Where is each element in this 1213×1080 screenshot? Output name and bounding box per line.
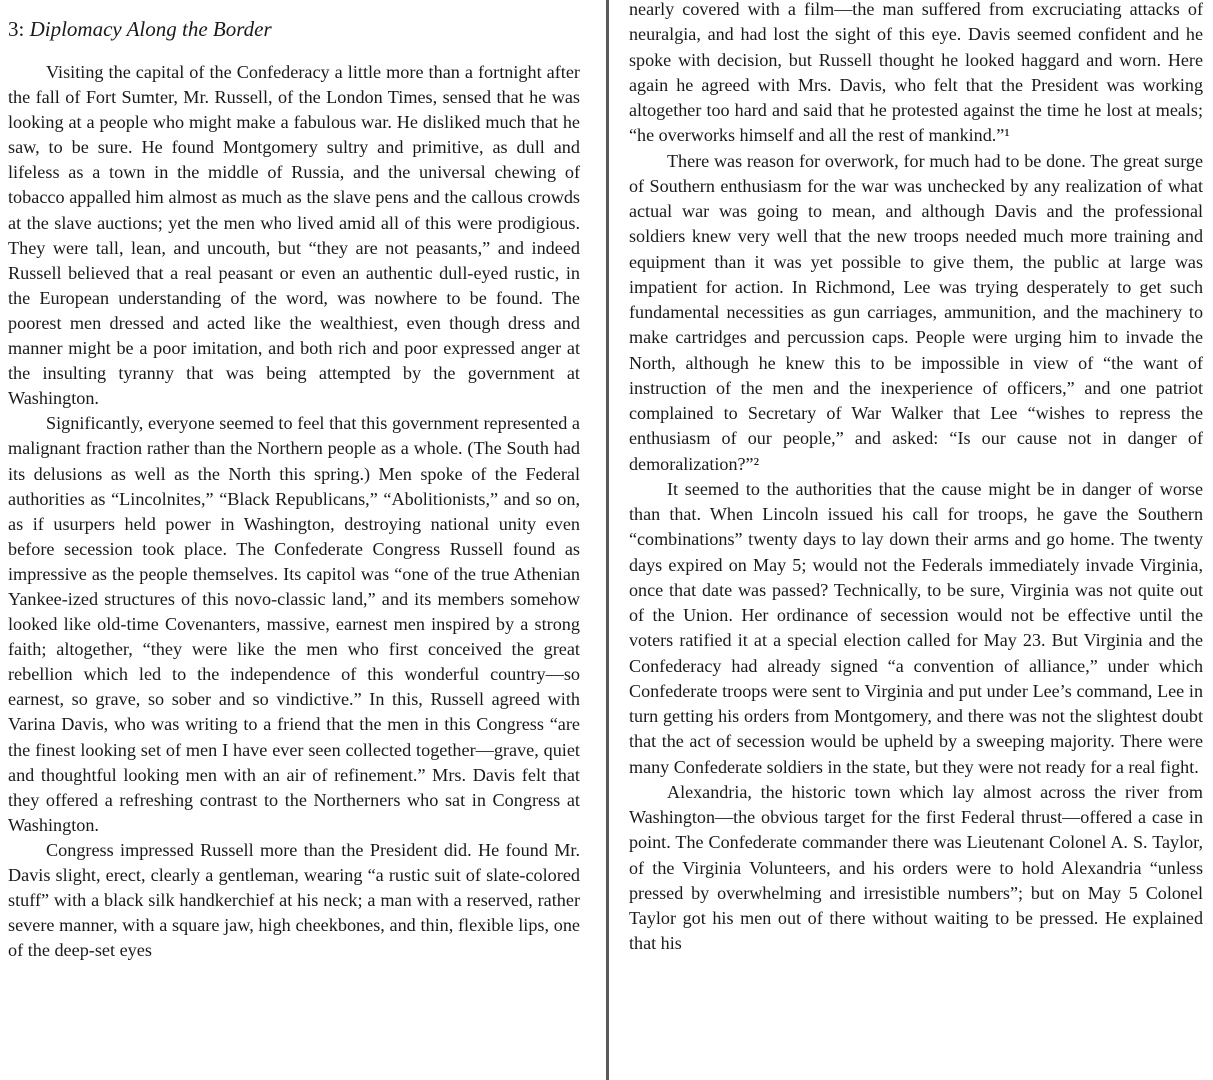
right-paragraph-1: nearly covered with a film—the man suffered from excruciating attacks of neuralgia, and had lost the sight of this eye. Davis seemed confident and he spoke with decision, but Russell thought he looked haggard and worn. Here again he agreed with Mrs. Davis, who felt that the President was working altogether too hard and said that he protested against the time he lost at meals; “he overworks himself and all the rest of mankind.”¹	[629, 0, 1203, 146]
right-paragraph-2: There was reason for overwork, for much had to be done. The great surge of Southern enthusiasm for the war was unchecked by any realization of what actual war was going to mean, and although Davis and the professional soldiers knew very well that the new troops needed much more training and equipment than it was yet possible to give them, the public at large was impatient for action. In Richmond, Lee was trying desperately to get such fundamental necessities as gun carriages, ammunition, and the machinery to make cartridges and percussion caps. People were urging him to invade the North, although he knew this to be impossible in view of “the want of instruction of the men and the inexperience of officers,” and one patriot complained to Secretary of War Walker that Lee “wishes to repress the enthusiasm of our people,” and asked: “Is our cause not in danger of demoralization?”²	[629, 150, 1203, 474]
left-column	[0, 0, 606, 1080]
left-paragraph-1: Visiting the capital of the Confederacy a little more than a fortnight after the fall of Fort Sumter, Mr. Russell, of the London Times, sensed that he was looking at a people who might make a fabulous war. He disliked much that he saw, to be sure. He found Montgomery sultry and primitive, as dull and lifeless as a town in the middle of Russia, and the universal chewing of tobacco appalled him almost as much as the slave pens and the callous crowds at the slave auctions; yet the men who lived amid all of this were prodigious. They were tall, lean, and uncouth, but “they are not peasants,” and indeed Russell believed that a real peasant or even an authentic dull-eyed rustic, in the European understanding of the word, was nowhere to be found. The poorest men dressed and acted like the wealthiest, even though dress and manner might be a poor imitation, and both rich and poor expressed anger at the insulting tyranny that was being attempted by the government at Washington.	[8, 62, 580, 409]
left-paragraph-3: Congress impressed Russell more than the President did. He found Mr. Davis slight, erect, clearly a gentleman, wearing “a rustic suit of slate-colored stuff” with a black silk handkerchief at his neck; a man with a reserved, rather severe manner, with a square jaw, high cheekbones, and thin, flexible lips, one of the deep-set eyes	[8, 839, 580, 961]
right-column	[609, 0, 1213, 1080]
right-paragraph-3: It seemed to the authorities that the cause might be in danger of worse than that. When Lincoln issued his call for troops, he gave the Southern “combinations” twenty days to lay down their arms and go home. The twenty days expired on May 5; would not the Federals immediately invade Virginia, once that date was passed? Technically, to be sure, Virginia was not quite out of the Union. Her ordinance of secession would not be effective until the voters ratified it at a special election called for May 23. But Virginia and the Confederacy had already signed “a convention of alliance,” under which Confederate troops were sent to Virginia and put under Lee’s command, Lee in turn getting his orders from Montgomery, and there was not the slightest doubt that the act of secession would be upheld by a sweeping majority. There were many Confederate soldiers in the state, but they were not ready for a real fight.	[629, 478, 1203, 777]
left-paragraph-2: Significantly, everyone seemed to feel that this government represented a malignant fraction rather than the Northern people as a whole. (The South had its delusions as well as the North this spring.) Men spoke of the Federal authorities as “Lincolnites,” “Black Republicans,” “Abolitionists,” and so on, as if usurpers held power in Washington, destroying national unity even before secession took place. The Confederate Congress Russell found as impressive as the people themselves. Its capitol was “one of the true Athenian Yankee-ized structures of this novo-classic land,” and its members somehow looked like old-time Covenanters, massive, earnest men inspired by a strong faith; altogether, “they were like the men who first conceived the great rebellion which led to the independence of this wonderful country—so earnest, so grave, so sober and so vindictive.” In this, Russell agreed with Varina Davis, who was writing to a friend that the men in this Congress “are the finest looking set of men I have ever seen collected together—grave, quiet and thoughtful looking men with an air of refinement.” Mrs. Davis felt that they offered a refreshing contrast to the Northerners who sat in Congress at Washington.	[8, 413, 580, 835]
chapter-number: 3:	[8, 17, 25, 41]
right-paragraph-4: Alexandria, the historic town which lay almost across the river from Washington—the obvious target for the first Federal thrust—offered a case in point. The Confederate commander there was Lieutenant Colonel A. S. Taylor, of the Virginia Volunteers, and his orders were to hold Alexandria “unless pressed by overwhelming and irresistible numbers”; but on May 5 Colonel Taylor got his men out of there without waiting to be pressed. He explained that his	[629, 781, 1203, 954]
chapter-heading	[8, 14, 580, 44]
chapter-title: Diplomacy Along the Border	[29, 17, 272, 41]
